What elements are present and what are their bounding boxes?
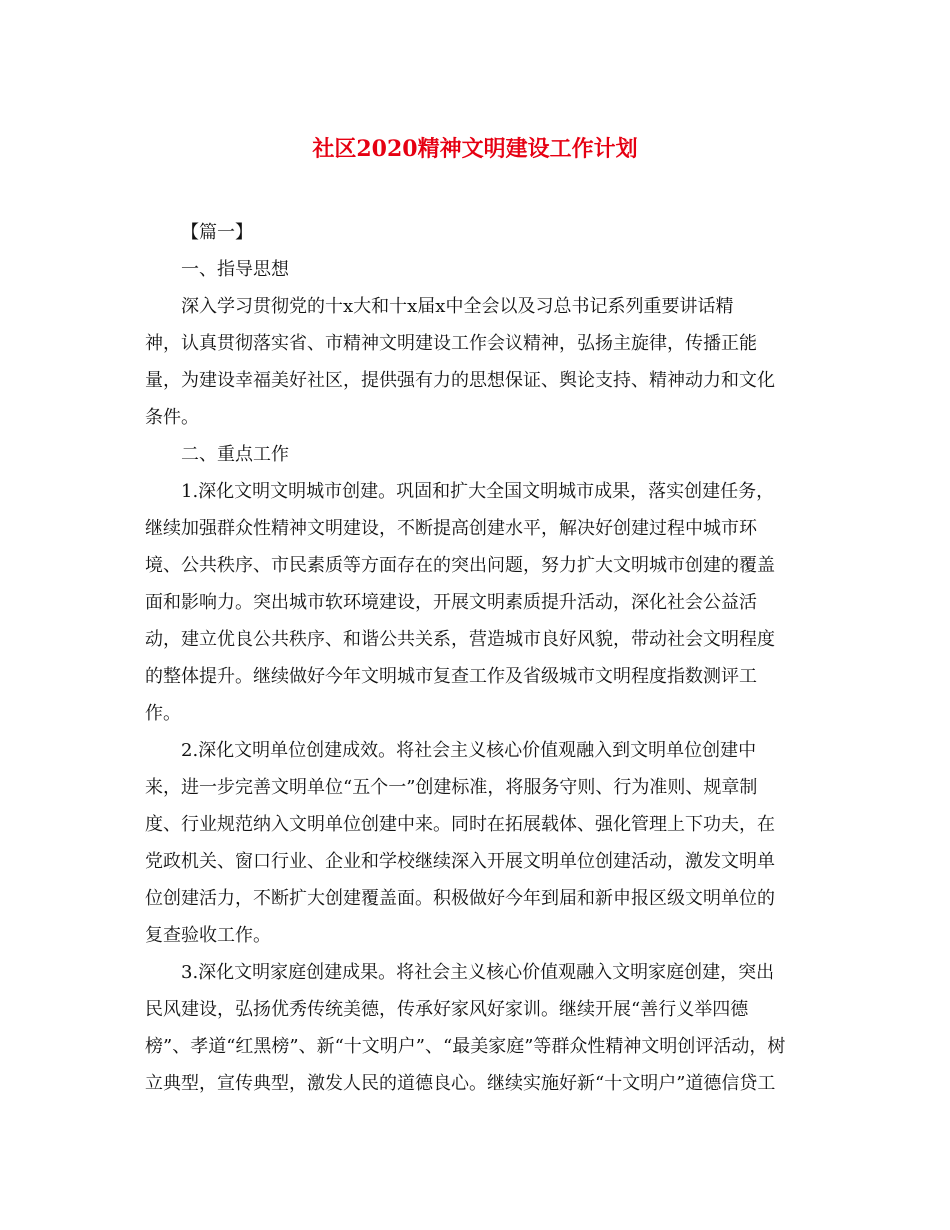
paragraph-line: 榜”、孝道“红黑榜”、新“十文明户”、“最美家庭”等群众性精神文明创评活动，树: [145, 1036, 786, 1057]
document-title: 社区2020精神文明建设工作计划: [312, 136, 638, 162]
paragraph-line: 作。: [145, 703, 181, 724]
paragraph-line: 民风建设，弘扬优秀传统美德，传承好家风好家训。继续开展“善行义举四德: [145, 999, 749, 1020]
paragraph-line: 神，认真贯彻落实省、市精神文明建设工作会议精神，弘扬主旋律，传播正能: [145, 333, 757, 354]
paragraph-line: 立典型，宣传典型，激发人民的道德良心。继续实施好新“十文明户”道德信贷工: [145, 1073, 776, 1094]
paragraph-line: 复查验收工作。: [145, 925, 271, 946]
paragraph-line: 面和影响力。突出城市软环境建设，开展文明素质提升活动，深化社会公益活: [145, 592, 757, 613]
paragraph-line: 度、行业规范纳入文明单位创建中来。同时在拓展载体、强化管理上下功夫，在: [145, 814, 775, 835]
paragraph-line: 动，建立优良公共秩序、和谐公共关系，营造城市良好风貌，带动社会文明程度: [145, 629, 775, 650]
paragraph-line: 深入学习贯彻党的十x大和十x届x中全会以及习总书记系列重要讲话精: [181, 296, 734, 317]
paragraph-line: 条件。: [145, 407, 199, 428]
paragraph-line: 位创建活力，不断扩大创建覆盖面。积极做好今年到届和新申报区级文明单位的: [145, 888, 775, 909]
paragraph-line: 党政机关、窗口行业、企业和学校继续深入开展文明单位创建活动，激发文明单: [145, 851, 775, 872]
section-heading-part-one: 【篇一】: [181, 222, 253, 243]
heading-guiding-ideology: 一、指导思想: [181, 259, 289, 280]
paragraph-line: 1.深化文明文明城市创建。巩固和扩大全国文明城市成果，落实创建任务，: [181, 481, 775, 502]
paragraph-line: 来，进一步完善文明单位“五个一”创建标准，将服务守则、行为准则、规章制: [145, 777, 758, 798]
paragraph-line: 境、公共秩序、市民素质等方面存在的突出问题，努力扩大文明城市创建的覆盖: [145, 555, 775, 576]
paragraph-line: 继续加强群众性精神文明建设，不断提高创建水平，解决好创建过程中城市环: [145, 518, 757, 539]
heading-key-work: 二、重点工作: [181, 444, 289, 465]
paragraph-line: 的整体提升。继续做好今年文明城市复查工作及省级城市文明程度指数测评工: [145, 666, 757, 687]
paragraph-line: 2.深化文明单位创建成效。将社会主义核心价值观融入到文明单位创建中: [181, 740, 757, 761]
paragraph-line: 量，为建设幸福美好社区，提供强有力的思想保证、舆论支持、精神动力和文化: [145, 370, 775, 391]
paragraph-line: 3.深化文明家庭创建成果。将社会主义核心价值观融入文明家庭创建，突出: [181, 962, 775, 983]
document-body: [145, 218, 805, 1099]
